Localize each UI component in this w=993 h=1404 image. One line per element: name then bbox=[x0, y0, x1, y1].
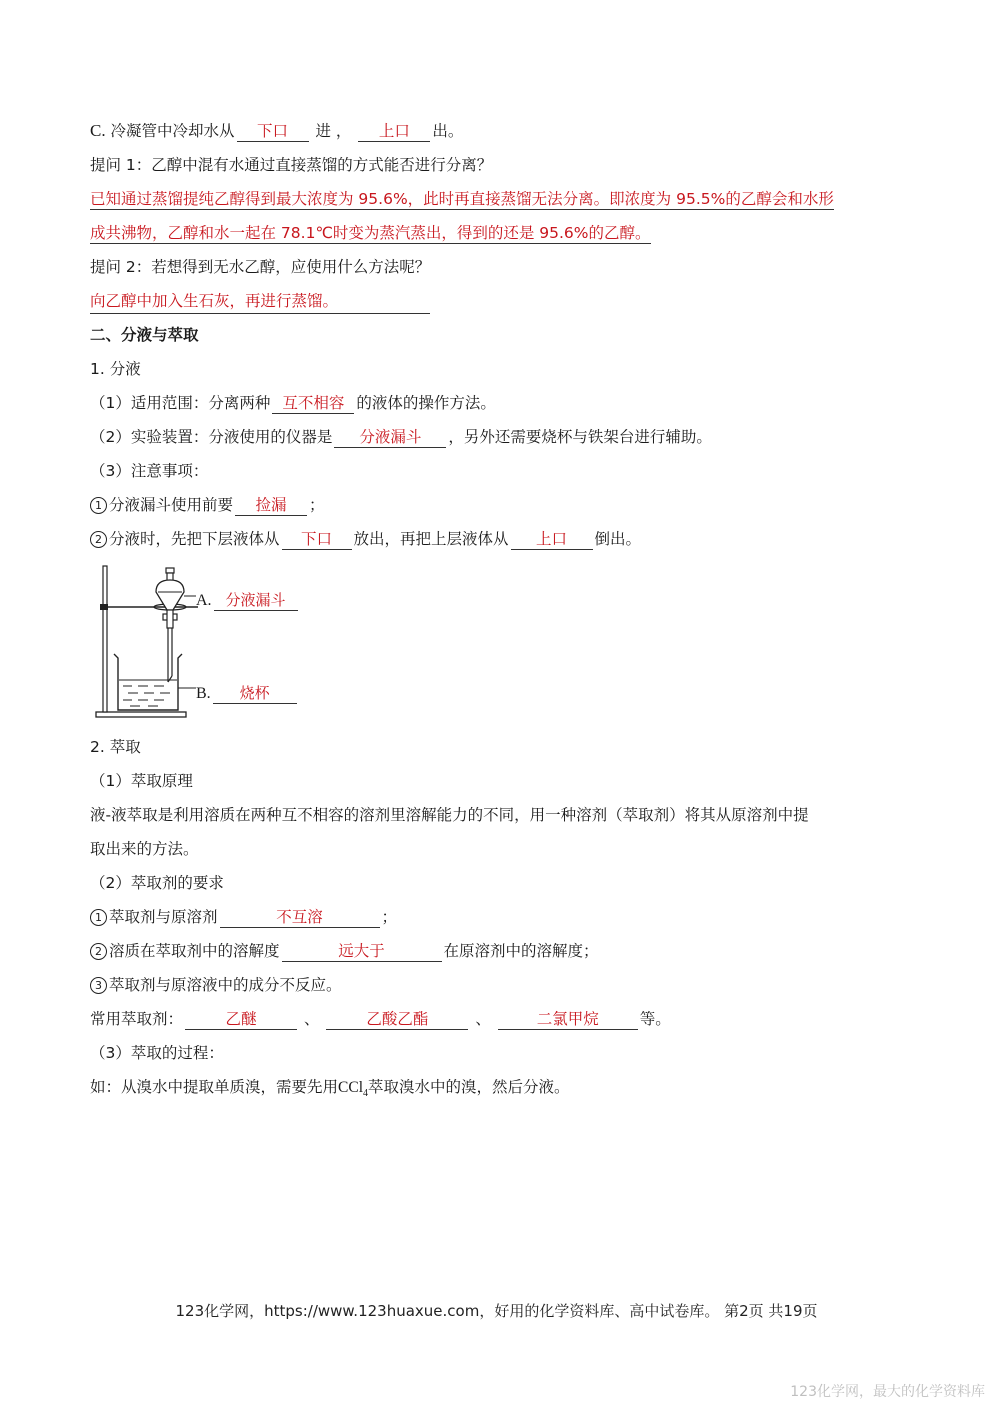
option-label: C. bbox=[90, 121, 106, 140]
example-line bbox=[90, 1076, 570, 1105]
requirement-2 bbox=[90, 940, 599, 962]
text: 如：从溴水中提取单质溴，需要先用 bbox=[90, 1078, 339, 1096]
circled-number: 2 bbox=[90, 531, 107, 548]
section-heading: 二、分液与萃取 bbox=[90, 326, 199, 344]
watermark: 123化学网，最大的化学资料库 bbox=[790, 1384, 985, 1400]
text: 溶质在萃取剂中的溶解度 bbox=[109, 942, 280, 960]
text: 倒出。 bbox=[594, 530, 642, 548]
answer-text: 成共沸物，乙醇和水一起在 78.1℃时变为蒸汽蒸出，得到的还是 95.6%的乙醇。 bbox=[90, 224, 651, 242]
note-2 bbox=[90, 528, 641, 550]
apparatus-line bbox=[90, 426, 712, 448]
text: 萃取溴水中的溴，然后分液。 bbox=[368, 1078, 570, 1096]
text: （1）适用范围：分离两种 bbox=[90, 394, 271, 412]
answer-2 bbox=[90, 290, 430, 314]
extraction-principle-heading: （1）萃取原理 bbox=[90, 772, 193, 790]
text: 冷凝管中冷却水从 bbox=[110, 122, 235, 140]
circled-number: 1 bbox=[90, 497, 107, 514]
answer-blank: 分液漏斗 bbox=[214, 590, 298, 611]
text: 的液体的操作方法。 bbox=[356, 394, 496, 412]
question-1: 提问 1：乙醇中混有水通过直接蒸馏的方式能否进行分离？ bbox=[90, 156, 493, 174]
answer-blank: 远大于 bbox=[282, 941, 442, 962]
circled-number: 1 bbox=[90, 909, 107, 926]
text: 在原溶剂中的溶解度； bbox=[443, 942, 599, 960]
answer-blank: 上口 bbox=[358, 121, 430, 142]
answer-blank: 乙醚 bbox=[185, 1009, 297, 1030]
label: B. bbox=[196, 685, 211, 702]
formula: CCl bbox=[338, 1079, 363, 1096]
answer-blank: 互不相容 bbox=[272, 393, 354, 414]
answer-text: 已知通过蒸馏提纯乙醇得到最大浓度为 95.6%，此时再直接蒸馏无法分离。即浓度为 95.5%的乙醇会和水形 bbox=[90, 190, 834, 208]
circled-number: 2 bbox=[90, 943, 107, 960]
figure-label-b bbox=[196, 683, 299, 704]
answer-blank: 下口 bbox=[282, 529, 352, 550]
requirement-1 bbox=[90, 906, 397, 928]
text: ； bbox=[309, 496, 325, 514]
answer-1-line-1 bbox=[90, 188, 834, 210]
process-heading: （3）萃取的过程： bbox=[90, 1044, 224, 1062]
label: A. bbox=[196, 592, 212, 609]
subsection-separation: 1. 分液 bbox=[90, 360, 141, 378]
question-2: 提问 2：若想得到无水乙醇，应使用什么方法呢？ bbox=[90, 258, 431, 276]
requirements-heading: （2）萃取剂的要求 bbox=[90, 874, 224, 892]
common-extractants bbox=[90, 1008, 671, 1030]
answer-blank: 下口 bbox=[237, 121, 309, 142]
answer-blank: 上口 bbox=[511, 529, 593, 550]
answer-text: 向乙醇中加入生石灰，再进行蒸馏。 bbox=[90, 290, 430, 314]
text: ，另外还需要烧杯与铁架台进行辅助。 bbox=[448, 428, 712, 446]
answer-1-line-2 bbox=[90, 222, 651, 244]
text: 常用萃取剂： bbox=[90, 1010, 184, 1028]
notes-heading: （3）注意事项： bbox=[90, 462, 209, 480]
principle-paragraph-1: 液-液萃取是利用溶质在两种互不相容的溶剂里溶解能力的不同，用一种溶剂（萃取剂）将其从原溶剂中提 bbox=[90, 806, 809, 824]
text: 出。 bbox=[432, 122, 464, 140]
separator: 、 bbox=[475, 1010, 491, 1028]
formula-subscript: 4 bbox=[363, 1088, 368, 1100]
answer-blank: 不互溶 bbox=[220, 907, 380, 928]
text: 进 ， bbox=[315, 122, 352, 140]
text: （2）实验装置：分液使用的仪器是 bbox=[90, 428, 333, 446]
answer-blank: 二氯甲烷 bbox=[498, 1009, 638, 1030]
page-footer: 123化学网，https://www.123huaxue.com，好用的化学资料库、高中试卷库。 第2页 共19页 bbox=[175, 1302, 818, 1320]
text: ； bbox=[381, 908, 398, 926]
answer-blank: 捡漏 bbox=[235, 495, 307, 516]
figure-label-a bbox=[196, 590, 300, 611]
principle-paragraph-2: 取出来的方法。 bbox=[90, 840, 199, 858]
text: 分液时，先把下层液体从 bbox=[109, 530, 280, 548]
circled-number: 3 bbox=[90, 977, 107, 994]
subsection-extraction: 2. 萃取 bbox=[90, 738, 141, 756]
answer-blank: 烧杯 bbox=[213, 683, 297, 704]
text: 等。 bbox=[639, 1010, 671, 1028]
answer-blank: 乙酸乙酯 bbox=[326, 1009, 468, 1030]
text: 放出，再把上层液体从 bbox=[353, 530, 509, 548]
condenser-line bbox=[90, 120, 463, 142]
answer-blank: 分液漏斗 bbox=[334, 427, 446, 448]
text: 分液漏斗使用前要 bbox=[109, 496, 234, 514]
requirement-3 bbox=[90, 974, 342, 996]
scope-line bbox=[90, 392, 496, 414]
note-1 bbox=[90, 494, 325, 516]
text: 萃取剂与原溶液中的成分不反应。 bbox=[109, 976, 342, 994]
text: 萃取剂与原溶剂 bbox=[109, 908, 218, 926]
separator: 、 bbox=[303, 1010, 320, 1028]
